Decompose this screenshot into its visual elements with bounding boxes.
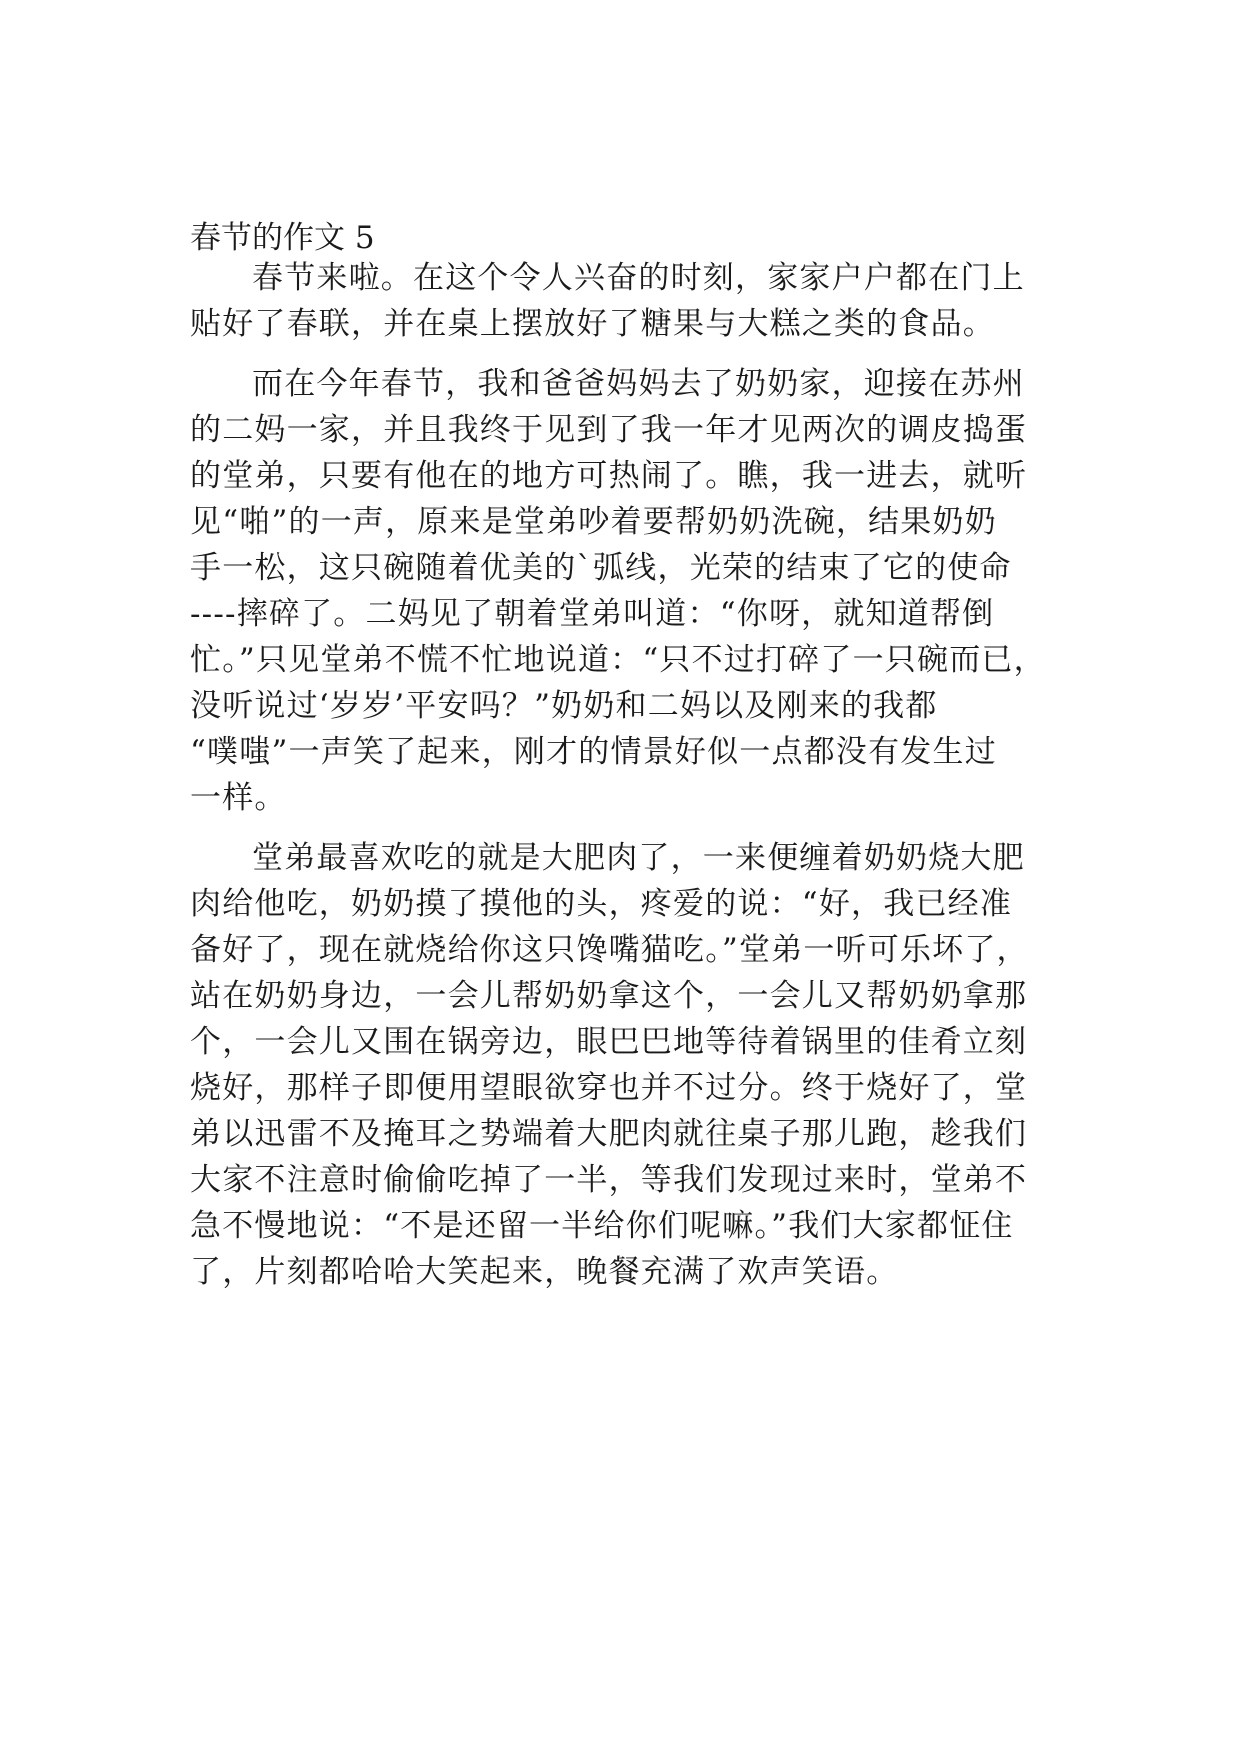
paragraph-3-line-5: 个，一会儿又围在锅旁边，眼巴巴地等待着锅里的佳肴立刻 — [190, 1024, 1028, 1060]
paragraph-3-line-2: 肉给他吃，奶奶摸了摸他的头，疼爱的说：“好，我已经准 — [190, 886, 1013, 922]
paragraph-2-line-8: 没听说过‘岁岁’平安吗？”奶奶和二妈以及刚来的我都 — [190, 688, 938, 724]
paragraph-3-line-10: 了，片刻都哈哈大笑起来，晚餐充满了欢声笑语。 — [190, 1254, 899, 1290]
paragraph-2-line-9: “噗嗤”一声笑了起来，刚才的情景好似一点都没有发生过 — [190, 734, 997, 770]
paragraph-2-line-3: 的堂弟，只要有他在的地方可热闹了。瞧，我一进去，就听 — [190, 458, 1028, 494]
paragraph-3-line-6: 烧好，那样子即便用望眼欲穿也并不过分。终于烧好了，堂 — [190, 1070, 1028, 1106]
paragraph-2-line-1: 而在今年春节，我和爸爸妈妈去了奶奶家，迎接在苏州 — [252, 366, 1025, 402]
paragraph-3-line-7: 弟以迅雷不及掩耳之势端着大肥肉就往桌子那儿跑，趁我们 — [190, 1116, 1028, 1152]
paragraph-1-line-2: 贴好了春联，并在桌上摆放好了糖果与大糕之类的食品。 — [190, 306, 995, 342]
paragraph-2-line-7: 忙。”只见堂弟不慌不忙地说道：“只不过打碎了一只碗而已， — [190, 642, 1046, 678]
paragraph-2-line-4: 见“啪”的一声，原来是堂弟吵着要帮奶奶洗碗，结果奶奶 — [190, 504, 997, 540]
paragraph-3-line-4: 站在奶奶身边，一会儿帮奶奶拿这个，一会儿又帮奶奶拿那 — [190, 978, 1028, 1014]
paragraph-3-line-1: 堂弟最喜欢吃的就是大肥肉了，一来便缠着奶奶烧大肥 — [252, 840, 1025, 876]
paragraph-2-line-5: 手一松，这只碗随着优美的`弧线，光荣的结束了它的使命 — [190, 550, 1012, 586]
paragraph-2-line-10: 一样。 — [190, 780, 287, 816]
paragraph-2-line-2: 的二妈一家，并且我终于见到了我一年才见两次的调皮捣蛋 — [190, 412, 1028, 448]
paragraph-1-line-1: 春节来啦。在这个令人兴奋的时刻，家家户户都在门上 — [252, 260, 1025, 296]
paragraph-3-line-8: 大家不注意时偷偷吃掉了一半，等我们发现过来时，堂弟不 — [190, 1162, 1028, 1198]
paragraph-2-line-6: ----摔碎了。二妈见了朝着堂弟叫道：“你呀，就知道帮倒 — [190, 596, 995, 632]
paragraph-3-line-9: 急不慢地说：“不是还留一半给你们呢嘛。”我们大家都怔住 — [190, 1208, 1014, 1244]
paragraph-3-line-3: 备好了，现在就烧给你这只馋嘴猫吃。”堂弟一听可乐坏了， — [190, 932, 1029, 968]
essay-title: 春节的作文 5 — [190, 220, 375, 256]
